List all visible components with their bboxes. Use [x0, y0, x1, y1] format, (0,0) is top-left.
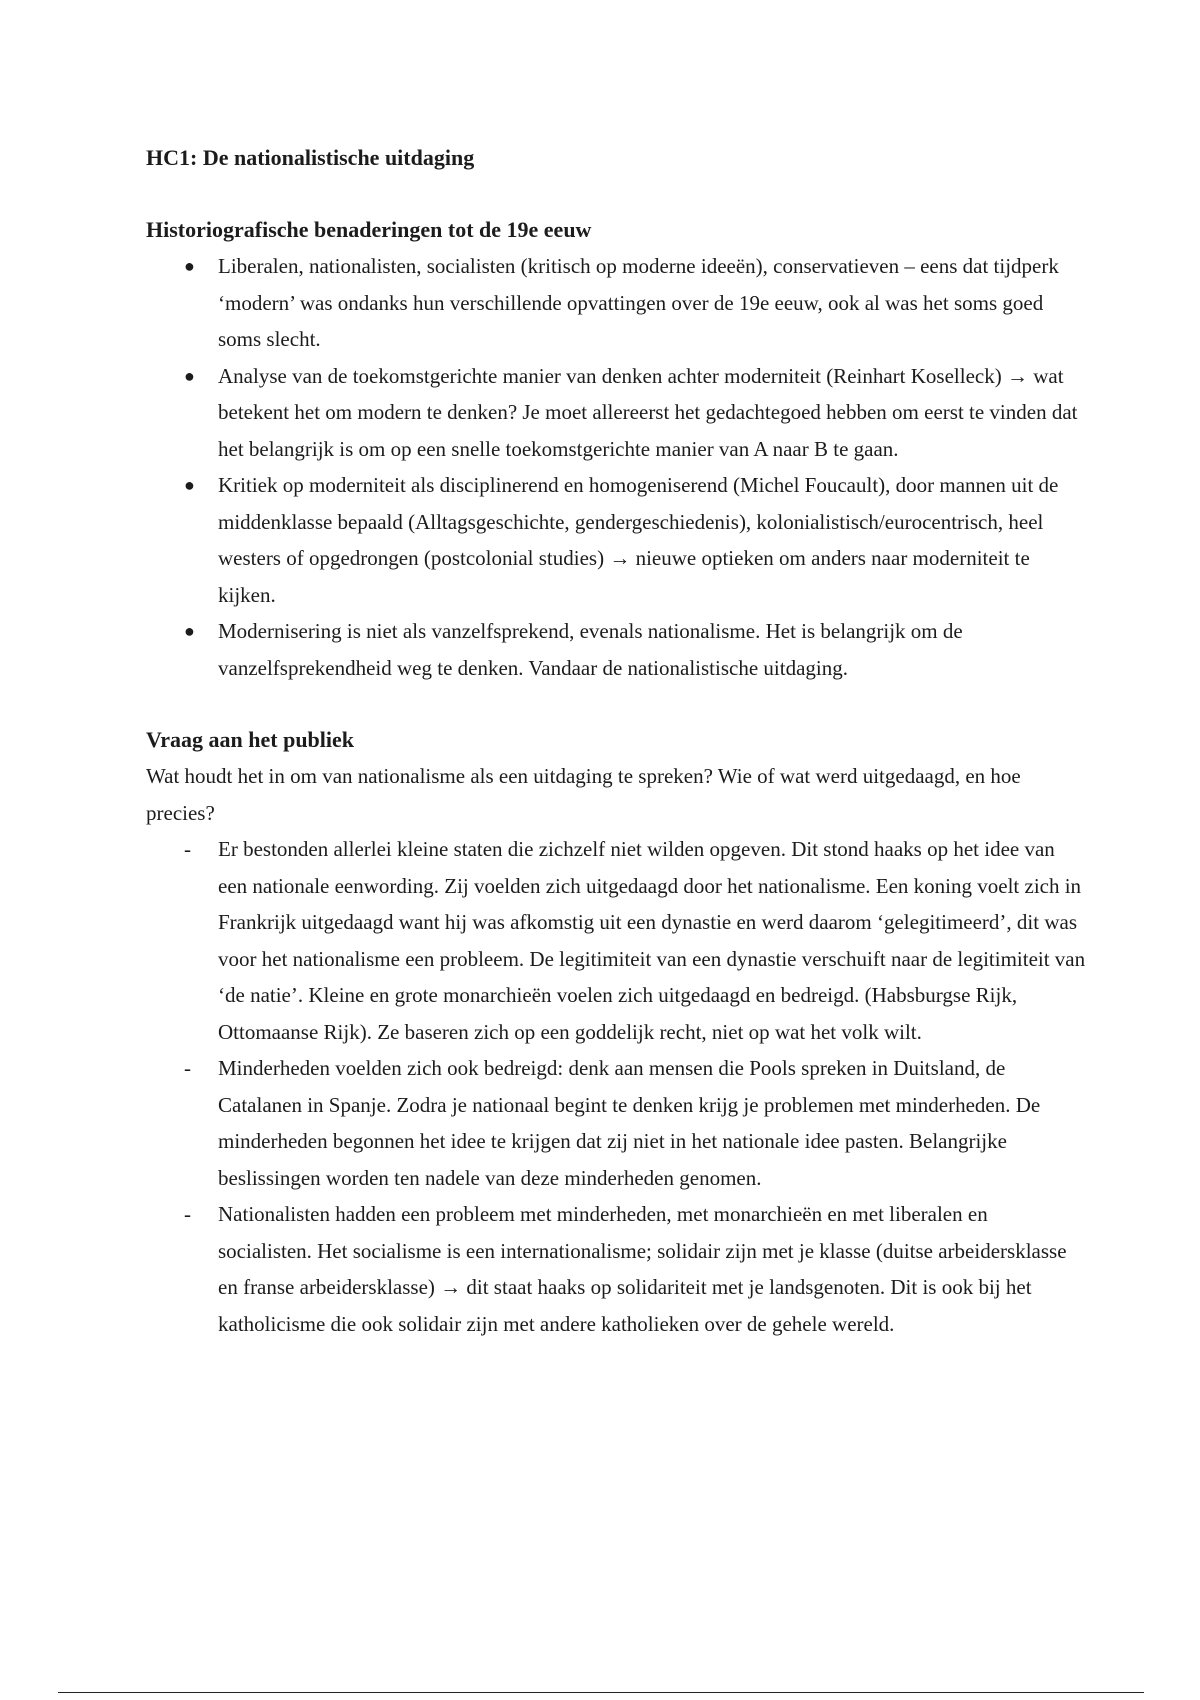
bullet-icon: ● [184, 621, 195, 641]
dash-list [146, 831, 1086, 1342]
list-item-text: Er bestonden allerlei kleine staten die zichzelf niet wilden opgeven. Dit stond haaks op het idee van een nationale eenwording. Zij voelden zich uitgedaagd door het nationalisme. Een koning voelt zich in Frankrijk uitgedaagd want hij was afkomstig uit een dynastie en werd daarom ‘gelegitimeerd’, dit was voor het nationalisme een probleem. De legitimiteit van een dynastie verschuift naar de legitimiteit van ‘de natie’. Kleine en grote monarchieën voelen zich uitgedaagd en bedreigd. (Habsburgse Rijk, Ottomaanse Rijk). Ze baseren zich op een goddelijk recht, niet op wat het volk wilt. [218, 837, 1086, 1044]
bullet-list [146, 248, 1086, 686]
list-item [146, 248, 1086, 358]
footer-divider [58, 1692, 1144, 1693]
list-item-text: Kritiek op moderniteit als disciplinerend en homogeniserend (Michel Foucault), door mannen uit de middenklasse bepaald (Alltagsgeschichte, gendergeschiedenis), kolonialistisch/eurocentrisch, heel westers of opgedrongen (postcolonial studies) → nieuwe optieken om anders naar moderniteit te kijken. [218, 473, 1059, 607]
section-heading-vraag: Vraag aan het publiek [146, 727, 355, 752]
dash-icon: - [184, 837, 191, 861]
dash-icon: - [184, 1202, 191, 1226]
list-item-text: Nationalisten hadden een probleem met minderheden, met monarchieën en met liberalen en socialisten. Het socialisme is een internationalisme; solidair zijn met je klasse (duitse arbeidersklasse en franse arbeidersklasse) → dit staat haaks op solidariteit met je landsgenoten. Dit is ook bij het katholicisme die ook solidair zijn met andere katholieken over de gehele wereld. [218, 1202, 1067, 1336]
section-heading-historiografie: Historiografische benaderingen tot de 19e eeuw [146, 217, 592, 242]
list-item-text: Minderheden voelden zich ook bedreigd: denk aan mensen die Pools spreken in Duitsland, de Catalanen in Spanje. Zodra je nationaal begint te denken krijg je problemen met minderheden. De minderheden begonnen het idee te krijgen dat zij niet in het nationale idee pasten. Belangrijke beslissingen worden ten nadele van deze minderheden genomen. [218, 1056, 1041, 1190]
list-item [146, 358, 1086, 468]
list-item-text: Liberalen, nationalisten, socialisten (kritisch op moderne ideeën), conservatieven – eens dat tijdperk ‘modern’ was ondanks hun verschillende opvattingen over de 19e eeuw, ook al was het soms goed soms slecht. [218, 254, 1059, 351]
bullet-icon: ● [184, 365, 195, 386]
page-title: HC1: De nationalistische uitdaging [146, 145, 475, 170]
list-item [146, 613, 1086, 686]
list-item [146, 1050, 1086, 1196]
list-item [146, 1196, 1086, 1342]
dash-icon: - [184, 1056, 191, 1080]
section-spacer [146, 686, 1086, 722]
list-item [146, 831, 1086, 1050]
bullet-icon: ● [184, 256, 195, 276]
bullet-icon: ● [184, 475, 195, 495]
section-intro-paragraph: Wat houdt het in om van nationalisme als een uitdaging te spreken? Wie of wat werd uitgedaagd, en hoe precies? [146, 764, 1021, 825]
list-item-text: Modernisering is niet als vanzelfsprekend, evenals nationalisme. Het is belangrijk om de vanzelfsprekendheid weg te denken. Vandaar de nationalistische uitdaging. [218, 619, 963, 680]
list-item-text: Analyse van de toekomstgerichte manier van denken achter moderniteit (Reinhart Koselleck) → wat betekent het om modern te denken? Je moet allereerst het gedachtegoed hebben om eerst te vinden dat het belangrijk is om op een snelle toekomstgerichte manier van A naar B te gaan. [218, 363, 1078, 461]
list-item [146, 467, 1086, 613]
document-page [146, 140, 1086, 1342]
